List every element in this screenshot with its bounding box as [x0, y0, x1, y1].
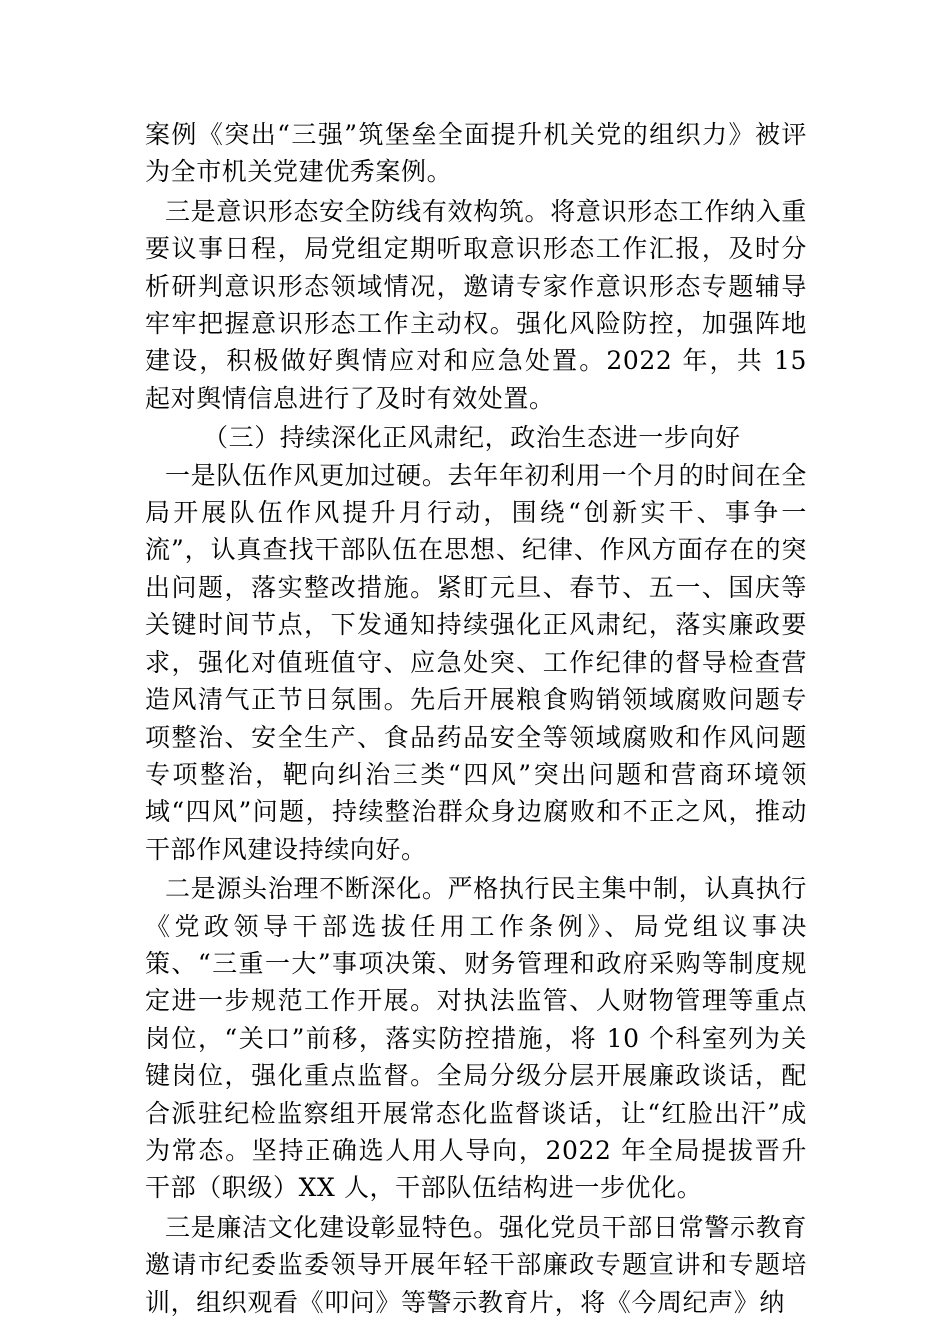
paragraph-team-style: 一是队伍作风更加过硬。去年年初利用一个月的时间在全局开展队伍作风提升月行动，围绕“创新实干、事争一流”，认真查找干部队伍在思想、纪律、作风方面存在的突出问题，落实整改措施。紧盯元旦、春节、五一、国庆等关键时间节点，下发通知持续强化正风肃纪，落实廉政要求，强化对值班值守、应急处突、工作纪律的督导检查营造风清气正节日氛围。先后开展粮食购销领域腐败问题专项整治、安全生产、食品药品安全等领域腐败和作风问题专项整治，靶向纠治三类“四风”突出问题和营商环境领域“四风”问题，持续整治群众身边腐败和不正之风，推动干部作风建设持续向好。	[145, 460, 807, 864]
paragraph-ideology-defense: 三是意识形态安全防线有效构筑。将意识形态工作纳入重要议事日程，局党组定期听取意识形态工作汇报，及时分析研判意识形态领域情况，邀请专家作意识形态专题辅导牢牢把握意识形态工作主动权。强化风险防控，加强阵地建设，积极做好舆情应对和应急处置。2022 年，共 15 起对舆情信息进行了及时有效处置。	[145, 196, 807, 413]
paragraph-case-award: 案例《突出“三强”筑堡垒全面提升机关党的组织力》被评为全市机关党建优秀案例。	[145, 120, 807, 187]
paragraph-integrity-culture: 三是廉洁文化建设彰显特色。强化党员干部日常警示教育邀请市纪委监委领导开展年轻干部廉政专题宣讲和专题培训，组织观看《叩问》等警示教育片，将《今周纪声》纳	[145, 1212, 807, 1317]
document-body	[145, 116, 807, 1323]
paragraph-source-governance: 二是源头治理不断深化。严格执行民主集中制，认真执行《党政领导干部选拔任用工作条例》、局党组议事决策、“三重一大”事项决策、财务管理和政府采购等制度规定进一步规范工作开展。对执法监管、人财物管理等重点岗位，“关口”前移，落实防控措施，将 10 个科室列为关键岗位，强化重点监督。全局分级分层开展廉政谈话，配合派驻纪检监察组开展常态化监督谈话，让“红脸出汗”成为常态。坚持正确选人用人导向，2022 年全局提拔晋升干部（职级）XX 人，干部队伍结构进一步优化。	[145, 874, 807, 1203]
section-heading: （三）持续深化正风肃纪，政治生态进一步向好	[203, 423, 741, 453]
